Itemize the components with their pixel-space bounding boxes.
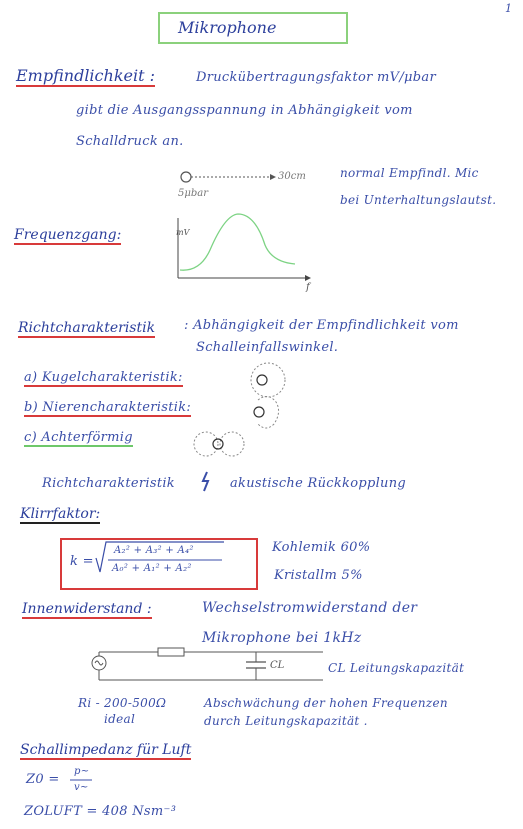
diagram-left-label: 5μbar — [178, 188, 209, 199]
richt-item-a: a) Kugelcharakteristik: — [24, 370, 183, 385]
leitungskapazitaet-text: CL Leitungskapazität — [328, 661, 465, 675]
abschwaechung-line1: Abschwächung der hohen Frequenzen — [204, 696, 448, 710]
klirrfaktor-k: k = — [70, 554, 94, 569]
klirrfaktor-kohle: Kohlemik 60% — [272, 540, 371, 555]
frequenzgang-y-label: mV — [176, 228, 190, 237]
page-title: Mikrophone — [178, 18, 277, 37]
zluft-value: ZOLUFT = 408 Nsm⁻³ — [24, 804, 177, 819]
richt-note-right: akustische Rückkopplung — [230, 476, 406, 491]
empfindlichkeit-heading: Empfindlichkeit : — [16, 66, 155, 85]
innenwiderstand-heading: Innenwiderstand : — [22, 601, 152, 617]
ri-value: Ri - 200-500Ω — [78, 696, 167, 710]
z0-numerator: p~ — [74, 766, 90, 777]
richt-item-c: c) Achterförmig — [24, 430, 133, 445]
capacitor-label: CL — [270, 660, 285, 671]
z0-label: Z0 = — [26, 772, 60, 787]
klirrfaktor-numerator: A₂² + A₃² + A₄² — [114, 545, 194, 556]
richtcharakteristik-def2: Schalleinfallswinkel. — [196, 340, 339, 355]
richtcharakteristik-def1: : Abhängigkeit der Empfindlichkeit vom — [184, 318, 459, 333]
empfindlichkeit-line3: Schalldruck an. — [76, 134, 184, 149]
abschwaechung-line2: durch Leitungskapazität . — [204, 714, 368, 728]
empfindlichkeit-note2: bei Unterhaltungslautst. — [340, 193, 497, 207]
diagram-right-label: 30cm — [278, 171, 306, 182]
empfindlichkeit-line2: gibt die Ausgangsspannung in Abhängigkeit vom — [76, 103, 413, 118]
frequenzgang-x-label: f — [306, 282, 310, 293]
frequenzgang-heading: Frequenzgang: — [14, 227, 122, 243]
innenwiderstand-def2: Mikrophone bei 1kHz — [202, 630, 362, 646]
page-number: 1 — [505, 2, 513, 15]
z0-denominator: v~ — [74, 782, 89, 793]
innenwiderstand-def1: Wechselstromwiderstand der — [202, 600, 418, 616]
richt-note-left: Richtcharakteristik — [42, 476, 175, 491]
empfindlichkeit-note1: normal Empfindl. Mic — [340, 166, 479, 180]
klirrfaktor-denominator: A₀² + A₁² + A₂² — [112, 563, 192, 574]
ri-ideal: ideal — [104, 712, 136, 726]
schallimpedanz-heading: Schallimpedanz für Luft — [20, 742, 192, 758]
klirrfaktor-kristall: Kristallm 5% — [274, 568, 363, 583]
empfindlichkeit-line1: Druckübertragungsfaktor mV/μbar — [196, 70, 436, 85]
richtcharakteristik-heading: Richtcharakteristik — [18, 320, 156, 336]
richt-item-b: b) Nierencharakteristik: — [24, 400, 192, 415]
klirrfaktor-heading: Klirrfaktor: — [20, 506, 101, 522]
